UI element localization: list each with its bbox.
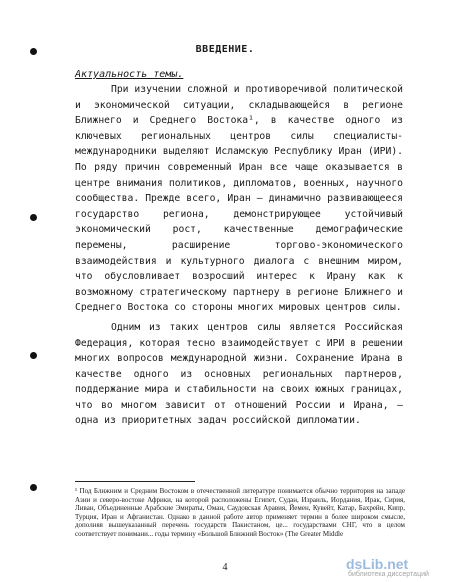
- margin-bullet: [30, 352, 37, 359]
- paragraph: Одним из таких центров силы является Российская Федерация, которая тесно взаимодействует с ИРИ в решении многих вопросов международной жизни. Сохранение Ирана в качестве одного из основных региональных партнеров, поддержание мира и стабильности на своих южных границах, что во многом зависит от отношений России и Ирана, – одна из приоритетных задач российской дипломатии.: [75, 321, 403, 427]
- page-title: ВВЕДЕНИЕ.: [195, 44, 255, 55]
- body-text: [75, 82, 403, 429]
- footnote-divider: [75, 481, 195, 482]
- margin-bullet: [30, 484, 37, 491]
- watermark: [346, 556, 446, 580]
- footnote: ¹ Под Ближним и Средним Востоком в отечественной литературе понимается обычно территория на западе Азии и северо-востоке Африки, на которой расположены Египет, Судан, Израиль, Иордания, Ирак, Сирия, Ливан, Объединенные Арабские Эмираты, Оман, Саудовская Аравия, Йемен, Кувейт, Катар, Бахрейн, Кипр, Турция, Иран и Афганистан. Однако в данной работе автор применяет термин в более широком смысле, дополняя вышеуказанный перечень государств Пакистаном, це... государствами СНГ, что в целом соответствует понимани... годы термину «Большой Ближний Восток» (The Greater Middle: [75, 487, 405, 538]
- page-number: 4: [222, 562, 228, 573]
- watermark-logo: dsLib.net: [346, 556, 409, 572]
- watermark-subtitle: библиотека диссертаций: [348, 571, 429, 578]
- margin-bullet: [30, 214, 37, 221]
- paragraph: При изучении сложной и противоречивой политической и экономической ситуации, складывающейся в регионе Ближнего и Среднего Востока¹, в качестве одного из ключевых региональных центров силы специалисты-международники выделяют Исламскую Республику Иран (ИРИ). По ряду причин современный Иран все чаще оказывается в центре внимания политиков, дипломатов, военных, научного сообщества. Прежде всего, Иран – динамично развивающееся государство региона, демонстрирующее устойчивый экономический рост, качественные демографические перемены, расширение торгово-экономического взаимодействия и культурного диалога с внешним миром, что обусловливает возросший интерес к Ирану как к возможному стратегическому партнеру в регионе Ближнего и Среднего Востока со стороны многих мировых центров силы.: [75, 84, 403, 314]
- section-heading: Актуальность темы.: [75, 69, 184, 80]
